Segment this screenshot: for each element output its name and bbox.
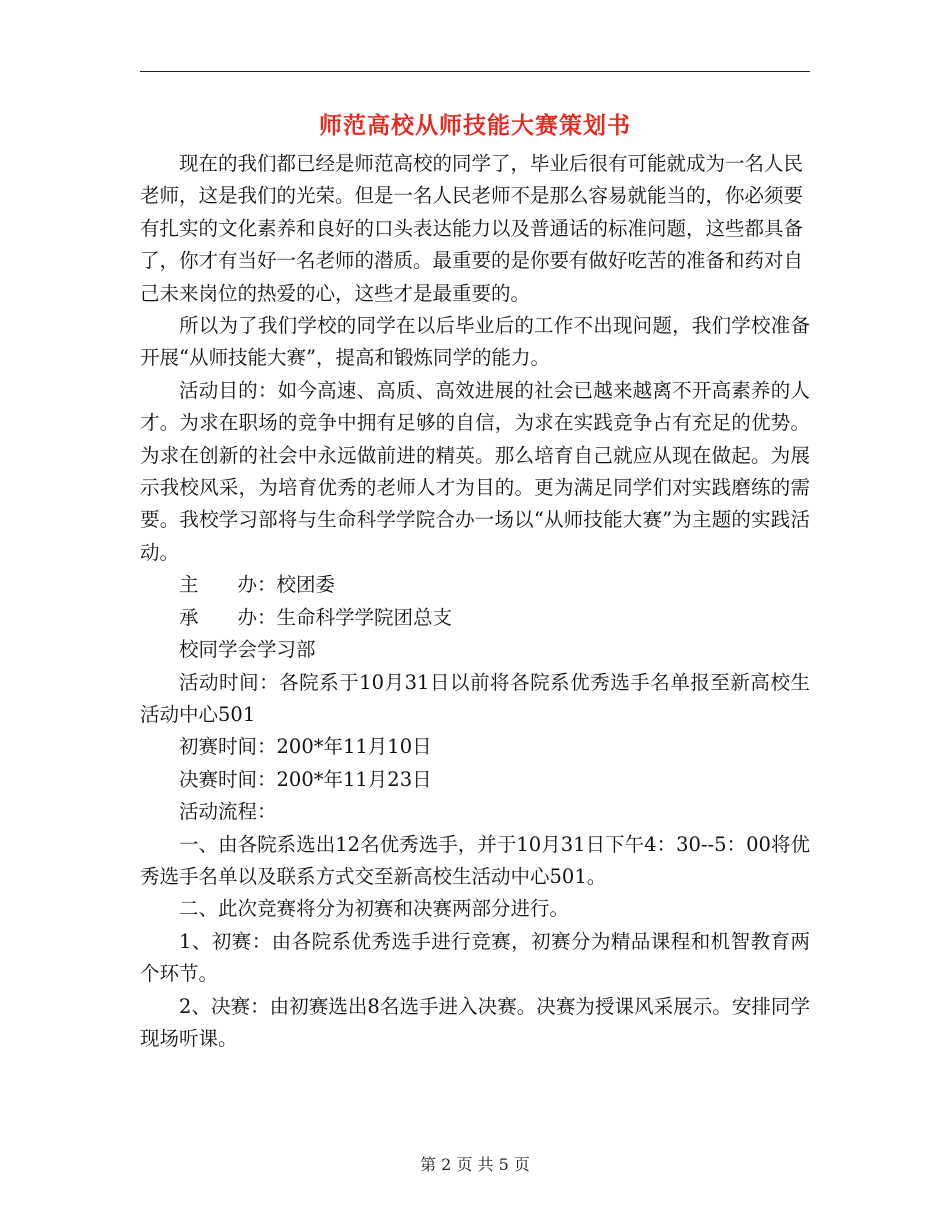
paragraph-organizer: 承 办：生命科学学院团总支 [179, 605, 453, 629]
paragraph-step-one: 一、由各院系选出12名优秀选手，并于10月31日下午4：30--5：00将优秀选手名单以及联系方式交至新高校生活动中心501。 [140, 832, 810, 888]
header-rule [140, 71, 810, 72]
paragraph-activity-time: 活动时间：各院系于10月31日以前将各院系优秀选手名单报至新高校生活动中心501 [140, 670, 810, 726]
paragraph-purpose-intro: 所以为了我们学校的同学在以后毕业后的工作不出现问题，我们学校准备开展“从师技能大赛”，提高和锻炼同学的能力。 [140, 314, 810, 370]
paragraph-final: 2、决赛：由初赛选出8名选手进入决赛。决赛为授课风采展示。安排同学现场听课。 [140, 994, 810, 1050]
paragraph-co-organizer: 校同学会学习部 [179, 638, 316, 662]
document-body [140, 148, 810, 1055]
paragraph-process-heading: 活动流程： [179, 800, 277, 824]
paragraph-preliminary: 1、初赛：由各院系优秀选手进行竞赛，初赛分为精品课程和机智教育两个环节。 [140, 929, 810, 986]
paragraph-activity-goal: 活动目的：如今高速、高质、高效进展的社会已越来越离不开高素养的人才。为求在职场的竞争中拥有足够的自信，为求在实践竞争占有充足的优势。为求在创新的社会中永远做前进的精英。那么培育自己就应从现在做起。为展示我校风采，为培育优秀的老师人才为目的。更为满足同学们对实践磨练的需要。我校学习部将与生命科学学院合办一场以“从师技能大赛”为主题的实践活动。 [140, 378, 810, 564]
paragraph-intro: 现在的我们都已经是师范高校的同学了，毕业后很有可能就成为一名人民老师，这是我们的光荣。但是一名人民老师不是那么容易就能当的，你必须要有扎实的文化素养和良好的口头表达能力以及普通话的标准问题，这些都具备了，你才有当好一名老师的潜质。最重要的是你要有做好吃苦的准备和药对自己未来岗位的热爱的心，这些才是最重要的。 [140, 152, 804, 305]
document-title: 师范高校从师技能大赛策划书 [319, 112, 631, 139]
paragraph-final-time: 决赛时间：200*年11月23日 [179, 767, 432, 791]
paragraph-preliminary-time: 初赛时间：200*年11月10日 [179, 735, 432, 759]
paragraph-host: 主 办：校团委 [179, 573, 336, 597]
paragraph-step-two: 二、此次竞赛将分为初赛和决赛两部分进行。 [179, 897, 570, 921]
page-number-footer: 第 2 页 共 5 页 [420, 1155, 530, 1174]
